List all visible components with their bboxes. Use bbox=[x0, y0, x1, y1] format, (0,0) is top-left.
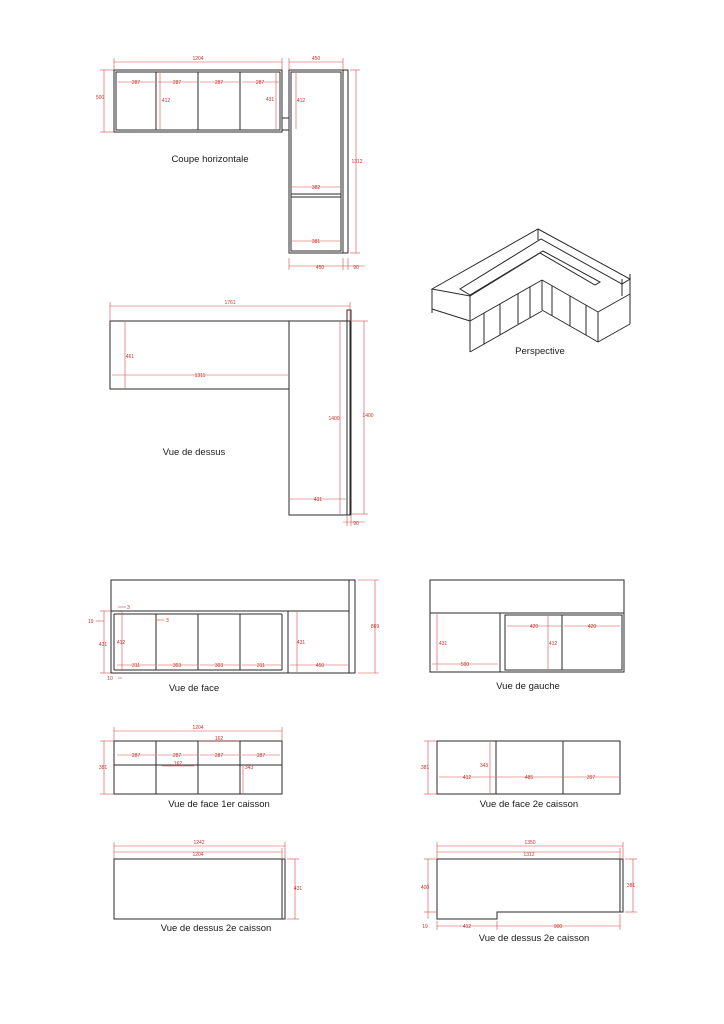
dim-outer-length: 1400 bbox=[362, 413, 374, 419]
caption: Vue de face 2e caisson bbox=[479, 799, 579, 810]
coupe-horizontale-view bbox=[96, 56, 365, 271]
dim-compartment: 287 bbox=[214, 753, 224, 759]
top-outline bbox=[114, 859, 282, 919]
dim-depth: 400 bbox=[420, 885, 430, 891]
dim-right-width: 900 bbox=[553, 924, 563, 930]
caption: Vue de dessus bbox=[162, 447, 226, 458]
dim-compartment: 287 bbox=[256, 753, 266, 759]
dim-shelf: 382 bbox=[311, 185, 321, 191]
dim-inner-height: 343 bbox=[244, 765, 254, 771]
dim-compartment: 485 bbox=[524, 775, 534, 781]
dim-door: 303 bbox=[214, 663, 224, 669]
dim-side-width: 450 bbox=[315, 663, 325, 669]
dim-compartment: 287 bbox=[214, 80, 224, 86]
dim-depth-right: 381 bbox=[626, 883, 636, 889]
vue-dessus-view bbox=[110, 300, 374, 527]
caption: Vue de dessus 2e caisson bbox=[160, 923, 272, 934]
cabinet-front bbox=[111, 611, 349, 673]
dim-overall: 1350 bbox=[524, 840, 536, 846]
door-frame bbox=[505, 615, 622, 670]
end-panel bbox=[282, 859, 285, 919]
vue-face-2e-caisson-view bbox=[421, 741, 620, 810]
vue-face-view bbox=[88, 580, 379, 694]
caisson-outline bbox=[437, 741, 620, 794]
dim-side-width: 450 bbox=[311, 56, 321, 62]
dim-compartment: 287 bbox=[131, 753, 141, 759]
dim-gap: 3 bbox=[127, 605, 130, 611]
back-panel bbox=[111, 580, 349, 611]
vue-face-1er-caisson-view bbox=[99, 725, 282, 810]
caption: Vue de gauche bbox=[496, 681, 560, 692]
dim-door: 420 bbox=[587, 624, 597, 630]
caption: Vue de dessus 2e caisson bbox=[478, 933, 590, 944]
dim-gap: 3 bbox=[166, 618, 169, 624]
dim-bottom-width: 450 bbox=[315, 265, 325, 271]
dim-inner-length: 1400 bbox=[328, 416, 340, 422]
dim-height: 381 bbox=[420, 765, 430, 771]
dim-inner: 1312 bbox=[523, 852, 535, 858]
connector-piece bbox=[282, 118, 289, 130]
dim-depth: 500 bbox=[95, 95, 105, 101]
perspective-view bbox=[432, 229, 630, 357]
vue-dessus-2e-caisson-right-view bbox=[421, 840, 637, 944]
side-panel bbox=[343, 70, 348, 253]
dim-door-height: 412 bbox=[116, 640, 126, 646]
dim-inner-depth: 431 bbox=[265, 97, 275, 103]
dim-overall: 1761 bbox=[224, 300, 236, 306]
cabinet-side bbox=[430, 613, 624, 672]
dim-overall-width: 1204 bbox=[192, 56, 204, 62]
dim-side-length: 1312 bbox=[351, 159, 363, 165]
dim-door-height: 412 bbox=[548, 641, 558, 647]
dim-compartment: 287 bbox=[172, 80, 182, 86]
back-panel bbox=[430, 580, 624, 613]
dim-height: 431 bbox=[438, 641, 448, 647]
dim-depth: 431 bbox=[293, 886, 303, 892]
dim-compartment: 287 bbox=[172, 753, 182, 759]
dim-cabinet-height: 431 bbox=[98, 642, 108, 648]
dim-door: 303 bbox=[172, 663, 182, 669]
dim-compartment: 287 bbox=[131, 80, 141, 86]
dim-inner-depth: 412 bbox=[161, 98, 171, 104]
dim-compartment: 412 bbox=[462, 775, 472, 781]
vue-gauche-view bbox=[430, 580, 624, 692]
caption: Coupe horizontale bbox=[171, 154, 249, 165]
dim-offset: 19 bbox=[88, 619, 94, 625]
dim-base: 10 bbox=[107, 676, 113, 682]
side-panel bbox=[349, 580, 355, 673]
caption: Vue de face 1er caisson bbox=[168, 799, 270, 810]
top-outline bbox=[437, 859, 620, 919]
top-outline bbox=[110, 321, 350, 515]
caption: Perspective bbox=[515, 346, 565, 357]
vue-dessus-2e-caisson-left-view bbox=[114, 840, 302, 934]
dim-depth: 461 bbox=[125, 354, 135, 360]
dim-door: 311 bbox=[132, 663, 140, 669]
dim-inner: 1204 bbox=[192, 852, 204, 858]
dim-panel-width: 90 bbox=[353, 265, 359, 271]
dim-overall: 1242 bbox=[193, 840, 205, 846]
dim-width: 1204 bbox=[192, 725, 204, 731]
dim-left-width: 412 bbox=[462, 924, 472, 930]
dim-shelf: 381 bbox=[311, 239, 321, 245]
caption: Vue de face bbox=[168, 683, 220, 694]
dim-panel: 90 bbox=[353, 521, 359, 527]
dim-shelf: 162 bbox=[173, 761, 183, 767]
dim-door: 420 bbox=[529, 624, 539, 630]
dim-total-height: 869 bbox=[370, 624, 380, 630]
dim-depth: 500 bbox=[460, 662, 470, 668]
dim-height: 381 bbox=[98, 765, 108, 771]
dim-inner-depth: 412 bbox=[296, 98, 306, 104]
dim-compartment: 287 bbox=[255, 80, 265, 86]
dim-door: 311 bbox=[257, 663, 265, 669]
dim-length: 1311 bbox=[194, 373, 206, 379]
dim-width: 431 bbox=[313, 497, 323, 503]
end-panel bbox=[620, 859, 623, 912]
dim-side-height: 431 bbox=[296, 640, 306, 646]
dim-shelf: 162 bbox=[214, 736, 224, 742]
dim-compartment: 397 bbox=[586, 775, 596, 781]
dim-step: 19 bbox=[422, 924, 428, 930]
dim-inner-height: 343 bbox=[479, 763, 489, 769]
